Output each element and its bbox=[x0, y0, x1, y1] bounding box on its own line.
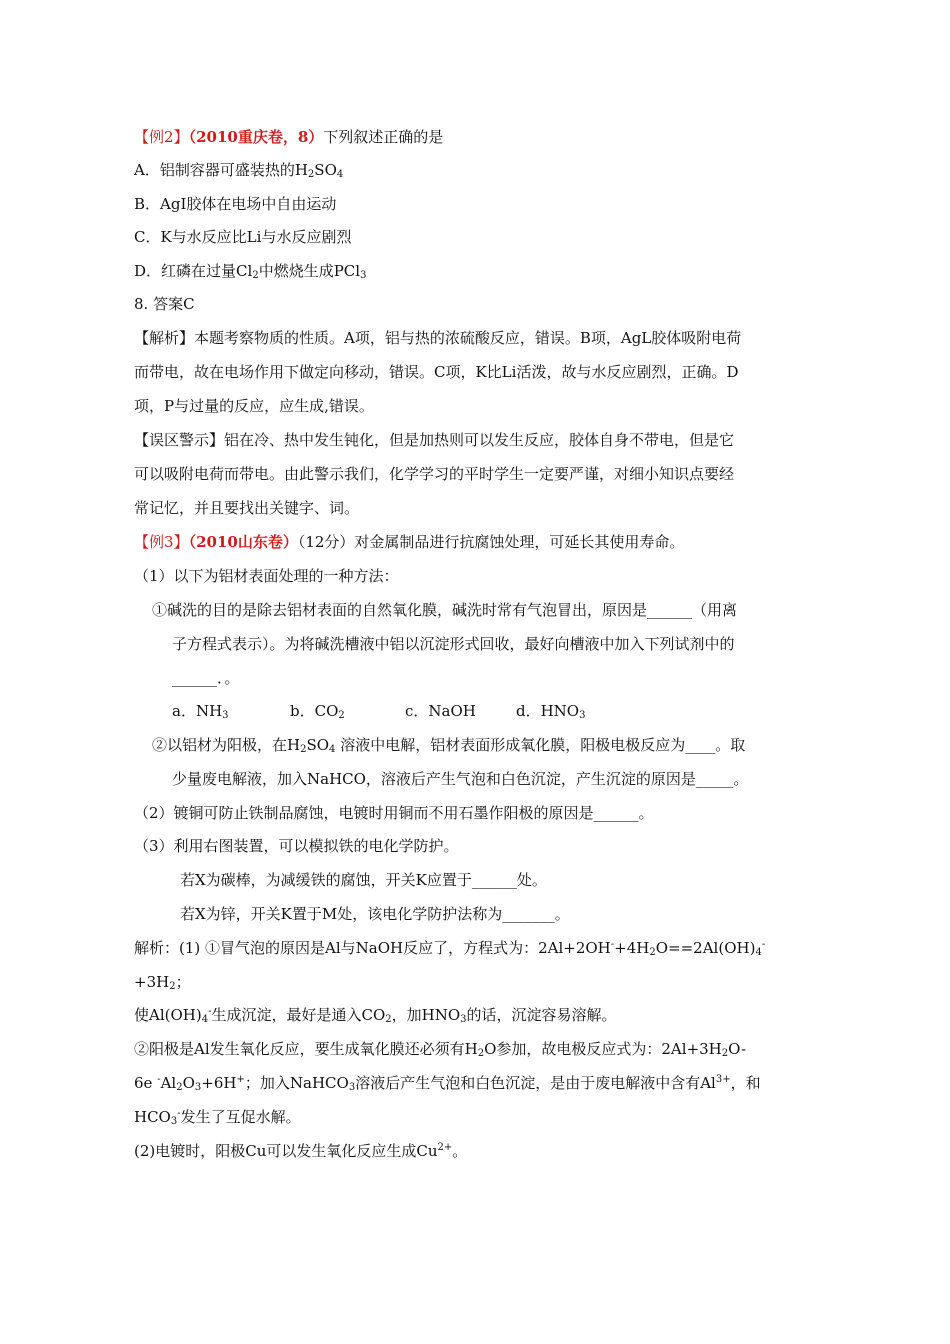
warning-line-3: 常记忆，并且要找出关键字、词。 bbox=[134, 499, 360, 517]
solution-line-3: 使$Al(OH)_4^-$生成沉淀，最好是通入$CO_2$，加$HNO_3$的话，沉淀容易溶解。 bbox=[134, 1006, 617, 1025]
option-a: A．铝制容器可盛装热的$H_2SO_4$ bbox=[134, 161, 344, 180]
question-1a-line-3: ______．。 bbox=[172, 669, 240, 687]
solution-line-5: 6e $^-Al_2O_3+6H^+$；加入NaHCO$_3$溶液后产生气泡和白色沉淀，是由于废电解液中含有$Al^{3+}$，和 bbox=[134, 1074, 761, 1093]
choice-row bbox=[172, 701, 585, 721]
analysis-line-2: 而带电，故在电场作用下做定向移动，错误。C项，K比Li活泼，故与水反应剧烈，正确。D bbox=[134, 363, 739, 381]
choice-c: c．NaOH bbox=[405, 702, 476, 720]
option-d: D．红磷在过量$Cl_2$中燃烧生成PCl$_3$ bbox=[134, 262, 367, 281]
example-tag-bracket: 【 bbox=[134, 533, 150, 551]
question-1b-line-1: ②以铝材为阳极，在$H_2SO_4$ 溶液中电解，铝材表面形成氧化膜，阳极电极反应为____。取 bbox=[152, 736, 746, 755]
example-tag: 例2 bbox=[149, 128, 174, 146]
example-2-heading bbox=[134, 127, 443, 147]
question-1b-line-2: 少量废电解液，加入NaHCO，溶液后产生气泡和白色沉淀，产生沉淀的原因是_____。 bbox=[172, 770, 749, 788]
choice-d: d．$HNO_3$ bbox=[516, 702, 586, 721]
example-tag-bracket: 】 bbox=[173, 128, 189, 146]
example-source: （2010重庆卷，8） bbox=[188, 128, 324, 146]
solution-line-6: $HCO_3^-$发生了互促水解。 bbox=[134, 1108, 301, 1127]
solution-line-7: (2)电镀时，阳极Cu可以发生氧化反应生成$Cu^{2+}$。 bbox=[134, 1142, 468, 1160]
analysis-line-3: 项，P与过量的反应，应生成,错误。 bbox=[134, 397, 374, 415]
question-text: 下列叙述正确的是 bbox=[323, 128, 444, 146]
example-tag: 例3 bbox=[149, 533, 174, 551]
question-2: （2）镀铜可防止铁制品腐蚀，电镀时用铜而不用石墨作阳极的原因是______。 bbox=[134, 804, 654, 822]
example-3-heading bbox=[134, 532, 684, 552]
question-3a: 若X为碳棒，为减缓铁的腐蚀，开关K应置于______处。 bbox=[180, 871, 547, 889]
option-b: B．AgI胶体在电场中自由运动 bbox=[134, 195, 337, 213]
solution-line-2: $+3H_2$； bbox=[134, 973, 191, 992]
question-1: （1）以下为铝材表面处理的一种方法： bbox=[134, 567, 399, 585]
question-1a-line-1: ①碱洗的目的是除去铝材表面的自然氧化膜，碱洗时常有气泡冒出，原因是______（用离 bbox=[152, 601, 738, 619]
solution-line-4: ②阳极是Al发生氧化反应，要生成氧化膜还必须有$H_2O$参加，故电极反应式为：$2Al+3H_2O-$ bbox=[134, 1040, 747, 1059]
warning-line-2: 可以吸附电荷而带电。由此警示我们，化学学习的平时学生一定要严谨，对细小知识点要经 bbox=[134, 465, 735, 483]
question-3: （3）利用右图装置，可以模拟铁的电化学防护。 bbox=[134, 837, 459, 855]
question-3b: 若X为锌，开关K置于M处，该电化学防护法称为_______。 bbox=[180, 905, 570, 923]
analysis-line-1: 【解析】本题考察物质的性质。A项，铝与热的浓硫酸反应，错误。B项，AgL胶体吸附电荷 bbox=[134, 329, 742, 347]
choice-a: a．$NH_3$ bbox=[172, 702, 229, 721]
example-tag-bracket: 】 bbox=[173, 533, 189, 551]
example-source: （2010山东卷） bbox=[188, 533, 298, 551]
option-c: C．K与水反应比Li与水反应剧烈 bbox=[134, 228, 352, 246]
solution-line-1: 解析：(1) ①冒气泡的原因是Al与NaOH反应了，方程式为：$2Al+2OH^-+4H_2O==2Al(OH)_4^-$ bbox=[134, 939, 766, 958]
question-1a-line-2: 子方程式表示）。为将碱洗槽液中铝以沉淀形式回收，最好向槽液中加入下列试剂中的 bbox=[172, 635, 735, 653]
example-tag-bracket: 【 bbox=[134, 128, 150, 146]
answer-line: 8. 答案C bbox=[134, 295, 195, 313]
question-text: （12分）对金属制品进行抗腐蚀处理，可延长其使用寿命。 bbox=[297, 533, 685, 551]
warning-line-1: 【误区警示】铝在冷、热中发生钝化，但是加热则可以发生反应，胶体自身不带电，但是它 bbox=[134, 431, 735, 449]
choice-b: b．$CO_2$ bbox=[290, 702, 345, 721]
